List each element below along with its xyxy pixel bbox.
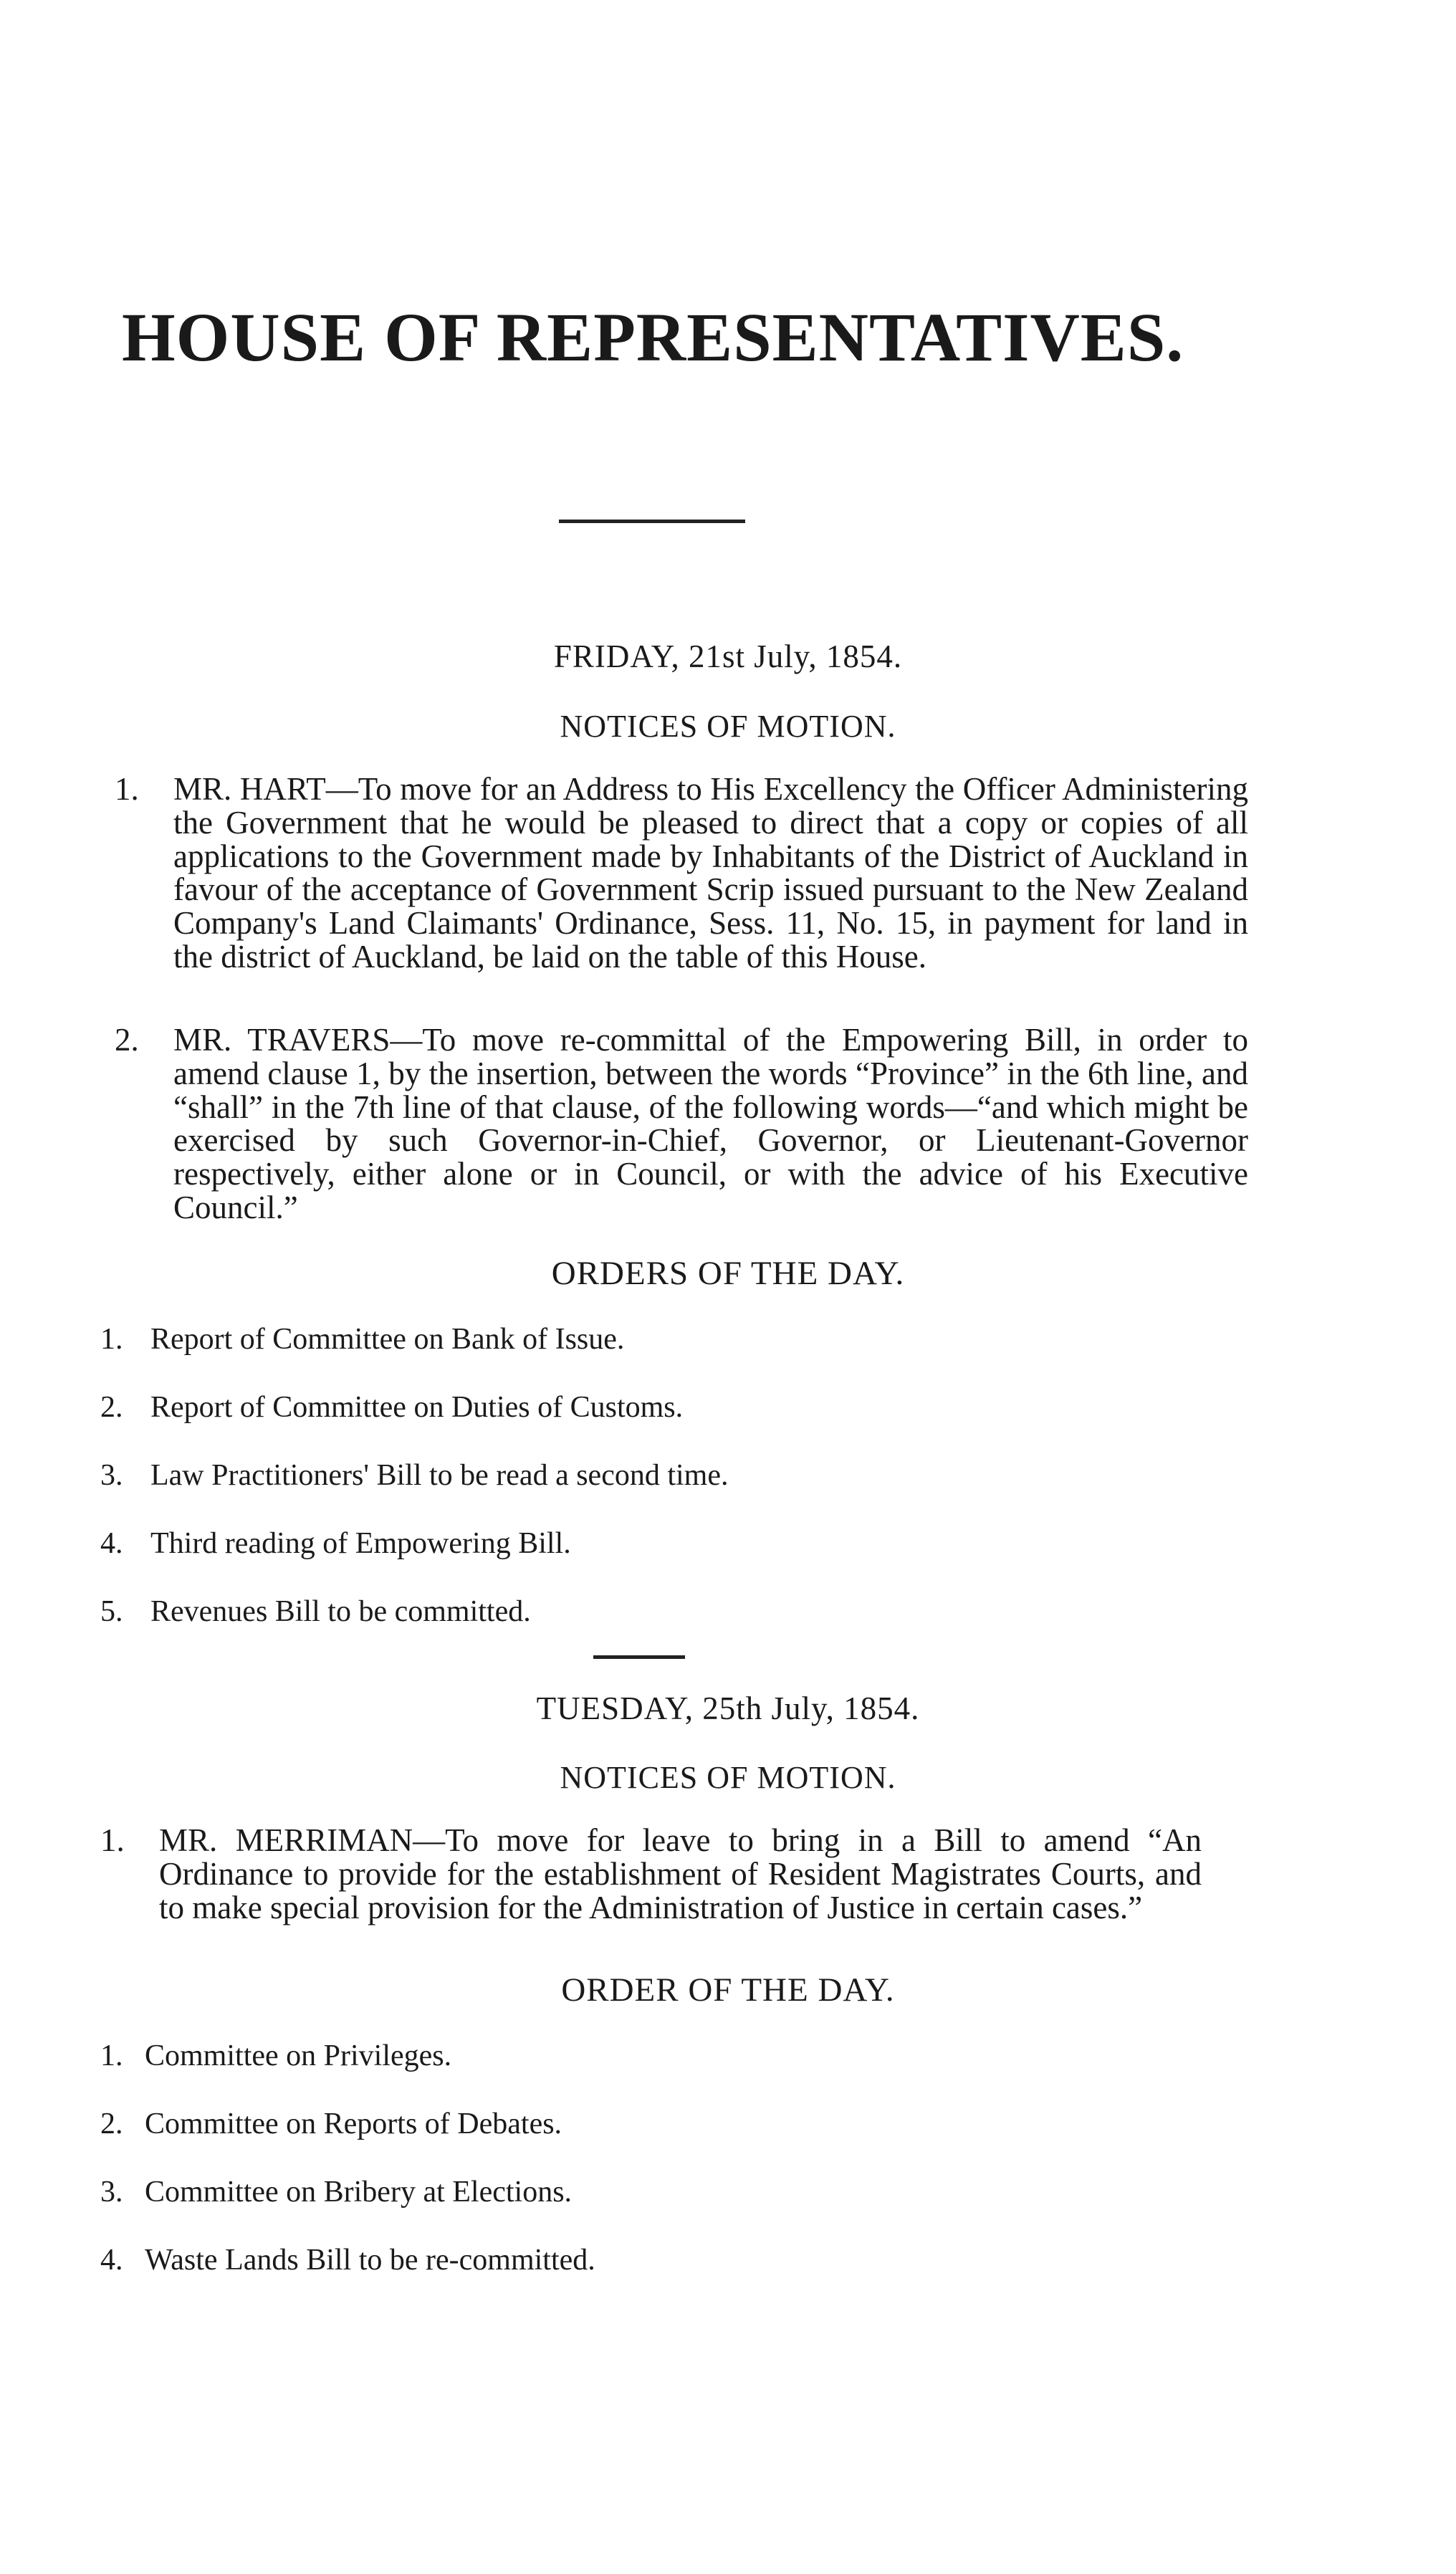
notice-item: [100, 1824, 1202, 1924]
order-item: [100, 1322, 624, 1357]
order-text: Committee on Privileges.: [145, 2039, 452, 2072]
order-item: [100, 1526, 571, 1561]
order-text: Committee on Reports of Debates.: [145, 2107, 562, 2140]
order-text: Waste Lands Bill to be re-committed.: [145, 2244, 595, 2277]
order-number: 5.: [100, 1595, 123, 1628]
order-item: [100, 2039, 451, 2073]
section-2-orders-heading: ORDER OF THE DAY.: [561, 1971, 895, 2009]
section-2-notices-heading: NOTICES OF MOTION.: [560, 1760, 896, 1795]
page-title: HOUSE OF REPRESENTATIVES.: [122, 299, 1184, 375]
notice-text: MR. MERRIMAN—To move for leave to bring in a Bill to amend “An Ordinance to provide for the establishment of Resident Magistrates Courts, and to make special provision for the Administration of Justice in certain cases.”: [159, 1822, 1202, 1925]
section-1-notices-heading: NOTICES OF MOTION.: [560, 709, 896, 744]
order-text: Committee on Bribery at Elections.: [145, 2176, 573, 2209]
order-text: Third reading of Empowering Bill.: [150, 1527, 571, 1560]
order-number: 1.: [100, 2039, 123, 2072]
notice-item: [115, 772, 1248, 974]
order-item: [100, 2107, 562, 2141]
order-number: 3.: [100, 1459, 123, 1492]
notice-number: 2.: [115, 1022, 139, 1058]
order-text: Report of Committee on Bank of Issue.: [150, 1323, 625, 1356]
order-item: [100, 2175, 572, 2209]
order-text: Law Practitioners' Bill to be read a second time.: [150, 1459, 729, 1492]
section-1-date: FRIDAY, 21st July, 1854.: [553, 638, 903, 674]
order-number: 4.: [100, 2244, 123, 2277]
section-2-date: TUESDAY, 25th July, 1854.: [536, 1690, 920, 1726]
order-number: 2.: [100, 1391, 123, 1424]
order-item: [100, 2243, 595, 2277]
order-item: [100, 1390, 683, 1425]
notice-text: MR. HART—To move for an Address to His Excellency the Officer Administering the Government that he would be pleased to direct that a copy or copies of all applications to the Government made by Inhabitants of the District of Auckland in favour of the acceptance of Government Scrip issued pursuant to the New Zealand Company's Land Claimants' Ordinance, Sess. 11, No. 15, in payment for land in the district of Auckland, be laid on the table of this House.: [173, 771, 1248, 975]
section-divider: [593, 1655, 685, 1659]
section-1-orders-heading: ORDERS OF THE DAY.: [551, 1255, 905, 1292]
notice-text: MR. TRAVERS—To move re-committal of the Empowering Bill, in order to amend clause 1, by the insertion, between the words “Province” in the 6th line, and “shall” in the 7th line of that clause, of the following words—“and which might be exercised by such Governor-in-Chief, Governor, or Lieutenant-Governor respectively, either alone or in Council, or with the advice of his Executive Council.”: [173, 1022, 1248, 1225]
notice-number: 1.: [115, 771, 139, 807]
title-divider: [559, 520, 745, 523]
order-text: Revenues Bill to be committed.: [150, 1595, 531, 1628]
notice-number: 1.: [100, 1822, 125, 1858]
order-item: [100, 1458, 729, 1493]
order-item: [100, 1594, 531, 1629]
order-text: Report of Committee on Duties of Customs.: [150, 1391, 684, 1424]
order-number: 2.: [100, 2107, 123, 2140]
order-number: 4.: [100, 1527, 123, 1560]
order-number: 1.: [100, 1323, 123, 1356]
notice-item: [115, 1023, 1248, 1225]
order-number: 3.: [100, 2176, 123, 2209]
